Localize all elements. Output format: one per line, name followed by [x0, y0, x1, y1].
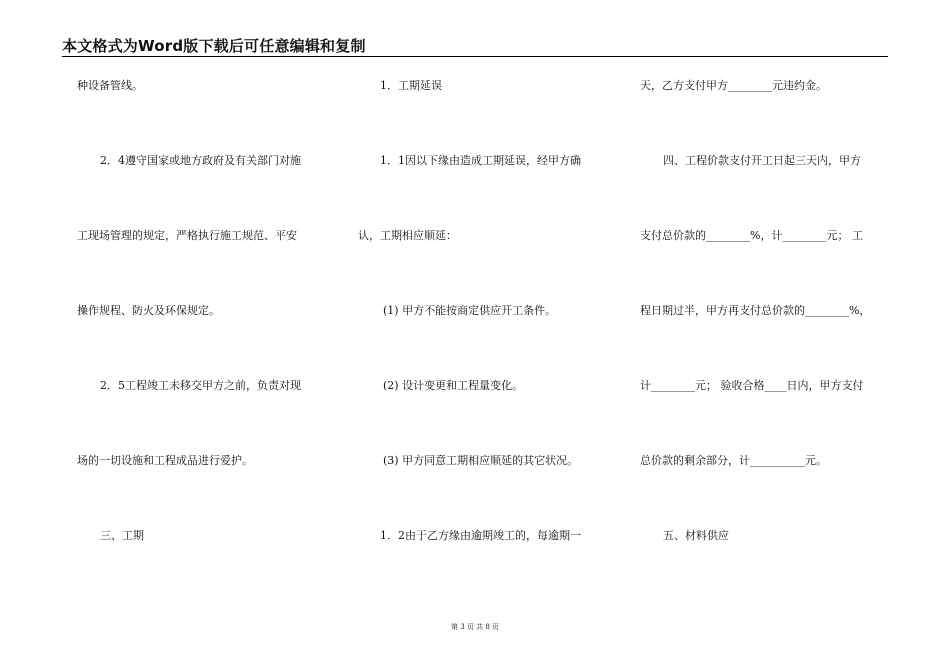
column-1-line-1: 种设备管线。 — [77, 79, 143, 92]
column-2-line-6: (3) 甲方同意工期相应顺延的其它状况。 — [383, 454, 579, 467]
column-2-line-4: (1) 甲方不能按商定供应开工条件。 — [383, 304, 557, 317]
page-number: 第 3 页 共 8 页 — [450, 623, 500, 631]
column-3-line-4: 程日期过半，甲方再支付总价款的________%， — [640, 304, 871, 317]
column-2-line-1: 1．工期延误 — [380, 79, 442, 92]
column-3-line-5: 计________元； 验收合格____日内，甲方支付 — [640, 379, 864, 392]
header-title: 本文格式为Word版下载后可任意编辑和复制 — [62, 37, 366, 55]
page-header — [62, 34, 888, 57]
column-2-line-7: 1．2由于乙方缘由逾期竣工的，每逾期一 — [380, 529, 581, 542]
column-3-line-7: 五、材料供应 — [663, 529, 729, 542]
column-3-line-3: 支付总价款的________%，计________元； 工 — [640, 229, 863, 242]
column-1-line-2: 2．4遵守国家或地方政府及有关部门对施 — [100, 154, 301, 167]
column-3-line-6: 总价款的剩余部分，计__________元。 — [640, 454, 827, 467]
column-1-line-5: 2．5工程竣工未移交甲方之前，负责对现 — [100, 379, 301, 392]
column-1-line-3: 工现场管理的规定，严格执行施工规范、平安 — [77, 229, 297, 242]
column-2-line-2: 1．1因以下缘由造成工期延误，经甲方确 — [380, 154, 581, 167]
column-3-line-2: 四、工程价款支付开工日起三天内，甲方 — [663, 154, 861, 167]
column-3-line-1: 天，乙方支付甲方________元违约金。 — [640, 79, 827, 92]
column-1-line-4: 操作规程、防火及环保规定。 — [77, 304, 220, 317]
column-2-line-3: 认，工期相应顺延： — [358, 229, 457, 242]
column-1-line-7: 三、工期 — [100, 529, 144, 542]
column-2-line-5: (2) 设计变更和工程量变化。 — [383, 379, 524, 392]
column-1-line-6: 场的一切设施和工程成品进行爱护。 — [77, 454, 253, 467]
